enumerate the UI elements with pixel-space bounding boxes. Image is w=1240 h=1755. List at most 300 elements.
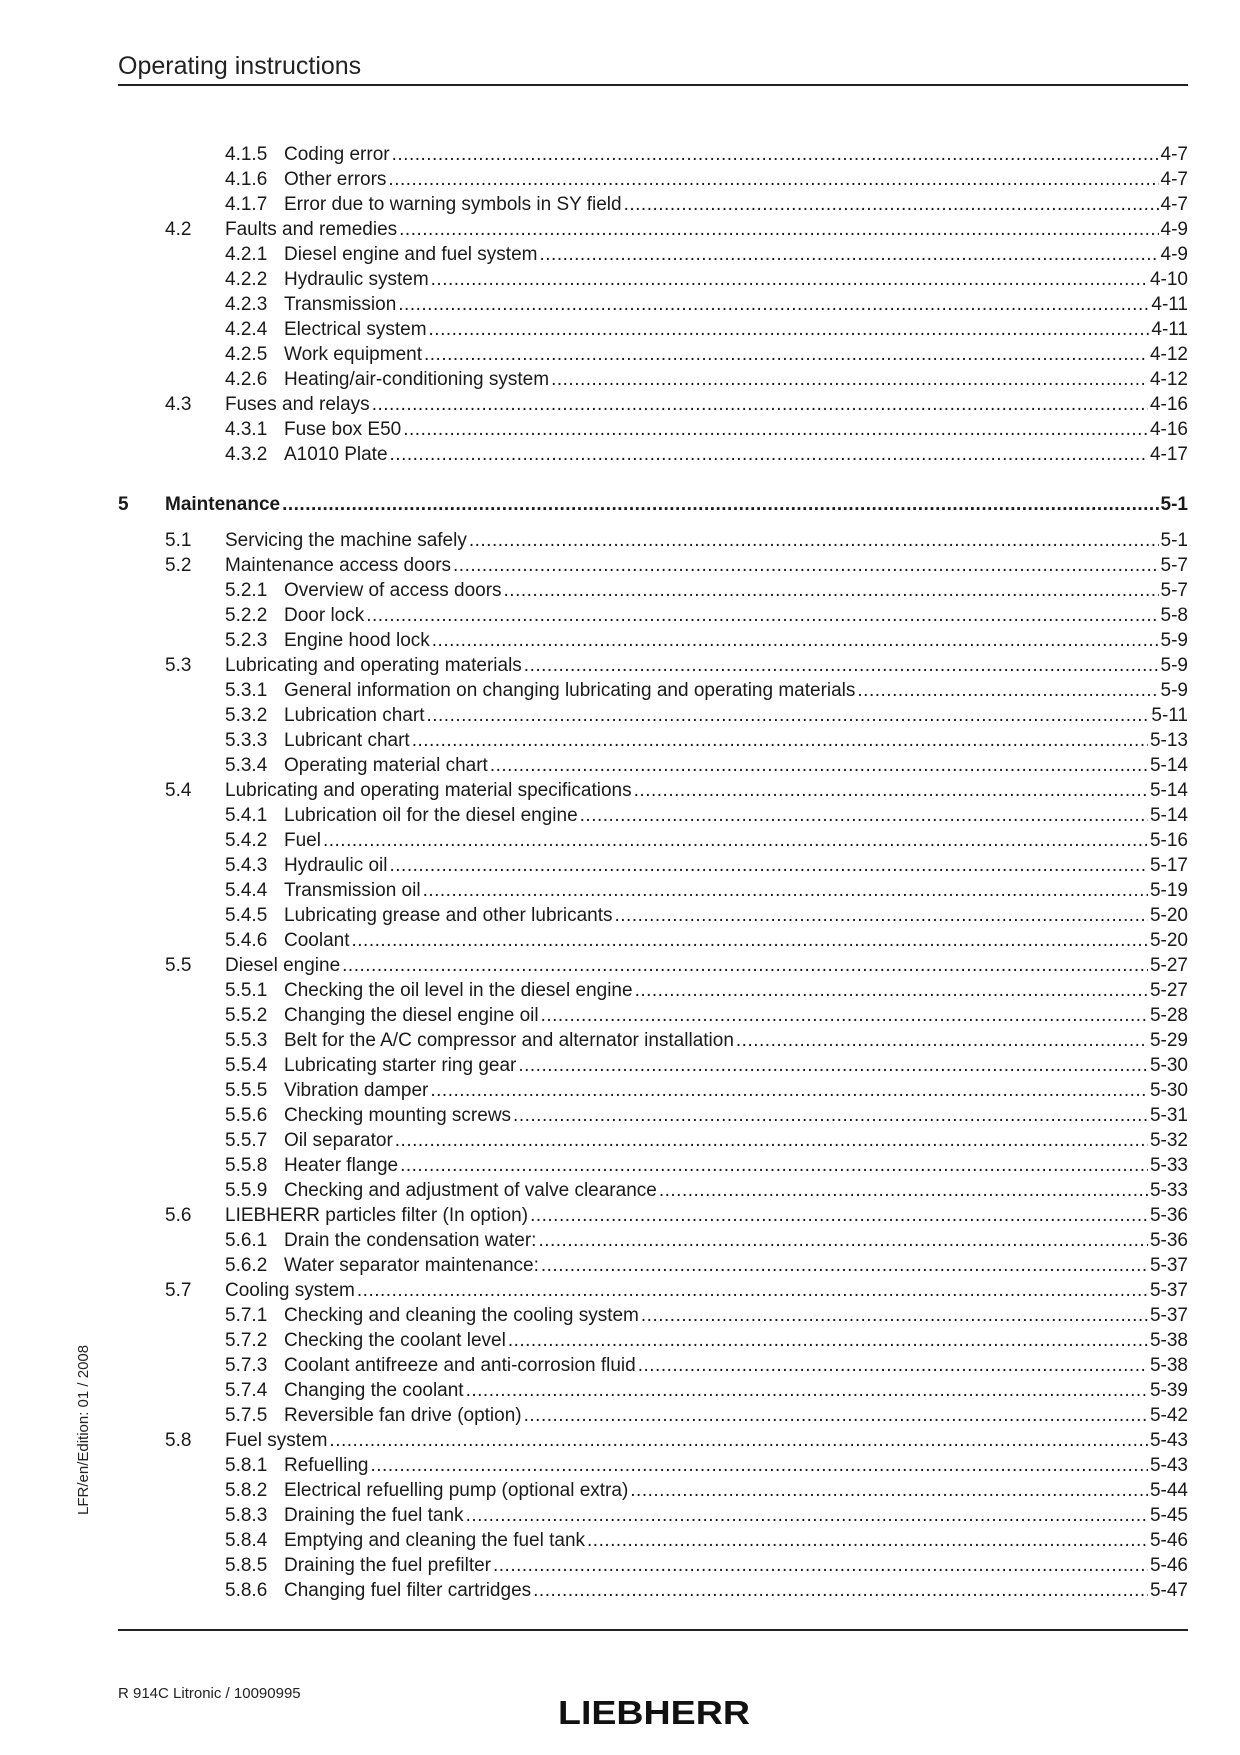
dot-leader [395,1128,1148,1153]
toc-entry[interactable] [118,728,1188,753]
toc-entry[interactable] [118,1303,1188,1328]
toc-entry[interactable] [118,778,1188,803]
toc-entry[interactable] [118,928,1188,953]
dot-leader [357,1278,1148,1303]
dot-leader [638,1353,1148,1378]
toc-entry-title: Operating material chart [284,755,488,776]
toc-entry[interactable] [118,1478,1188,1503]
toc-entry-line [284,1453,1188,1478]
toc-entry-number: 4.2.4 [225,319,268,340]
toc-entry-page: 5-37 [1149,1280,1188,1301]
toc-entry-line [284,1328,1188,1353]
toc-entry[interactable] [118,242,1188,267]
footer-model-text: R 914C Litronic / 10090995 [118,1685,301,1702]
toc-entry-line [284,367,1188,392]
toc-entry[interactable] [118,292,1188,317]
toc-entry-page: 4-16 [1149,419,1188,440]
toc-entry-title: Maintenance access doors [225,555,452,576]
toc-entry-title: Faults and remedies [225,219,398,240]
dot-leader [630,1478,1148,1503]
dot-leader [329,1428,1148,1453]
toc-entry-number: 4.1.7 [225,194,268,215]
toc-entry-page: 4-10 [1149,269,1188,290]
toc-entry-number: 5.5.8 [225,1155,268,1176]
toc-entry-page: 5-14 [1149,755,1188,776]
toc-entry[interactable] [118,1453,1188,1478]
toc-entry[interactable] [118,978,1188,1003]
dot-leader [430,1078,1148,1103]
toc-entry-page: 4-12 [1149,344,1188,365]
toc-entry[interactable] [118,1353,1188,1378]
toc-entry-page: 5-1 [1160,530,1188,551]
dot-leader [634,778,1148,803]
toc-entry-line [225,1428,1188,1453]
toc-entry-title: Fuses and relays [225,394,370,415]
toc-entry-line [284,1128,1188,1153]
toc-entry-number: 5.5.9 [225,1180,268,1201]
toc-entry-page: 5-29 [1149,1030,1188,1051]
toc-entry-title: Cooling system [225,1280,355,1301]
toc-entry-line [284,928,1188,953]
toc-entry-line [284,903,1188,928]
toc-entry-title: Transmission oil [284,880,421,901]
toc-entry-page: 5-17 [1149,855,1188,876]
toc-entry-number: 5.7.2 [225,1330,268,1351]
toc-entry-title: Changing the coolant [284,1380,464,1401]
toc-entry-title: Changing the diesel engine oil [284,1005,539,1026]
toc-entry[interactable] [118,267,1188,292]
dot-leader [635,978,1148,1003]
toc-entry-line [284,442,1188,467]
dot-leader [524,653,1159,678]
toc-entry-line [284,853,1188,878]
toc-entry-number: 5.5 [165,955,192,976]
dot-leader [533,1578,1148,1603]
toc-entry-line [284,603,1188,628]
toc-entry[interactable] [118,1203,1188,1228]
toc-entry-page: 5-46 [1149,1555,1188,1576]
toc-entry-number: 5.8.2 [225,1480,268,1501]
toc-chapter-entry[interactable] [118,492,1188,518]
toc-entry-line [225,953,1188,978]
toc-entry-number: 5.5.2 [225,1005,268,1026]
toc-entry-number: 4.1.6 [225,169,268,190]
toc-entry-title: Vibration damper [284,1080,429,1101]
toc-entry[interactable] [118,317,1188,342]
toc-entry-page: 5-30 [1149,1080,1188,1101]
toc-entry-page: 5-9 [1160,630,1188,651]
toc-entry-number: 5.5.4 [225,1055,268,1076]
toc-gap [118,518,1188,528]
toc-entry-page: 5-37 [1149,1305,1188,1326]
dot-leader [403,417,1148,442]
toc-entry-line [284,242,1188,267]
toc-entry-number: 5.7.1 [225,1305,268,1326]
toc-entry[interactable] [118,553,1188,578]
toc-entry-page: 5-38 [1149,1330,1188,1351]
table-of-contents [118,142,1188,1603]
toc-entry-title: Other errors [284,169,387,190]
toc-entry-page: 4-7 [1160,144,1188,165]
toc-entry-page: 4-11 [1151,319,1188,340]
toc-entry-line [284,1003,1188,1028]
toc-entry[interactable] [118,703,1188,728]
toc-entry-line [284,317,1188,342]
toc-entry-page: 5-14 [1149,780,1188,801]
toc-entry-title: Belt for the A/C compressor and alternator installation [284,1030,734,1051]
toc-entry[interactable] [118,853,1188,878]
toc-entry-line [284,1303,1188,1328]
dot-leader [424,342,1148,367]
toc-entry-line [225,778,1188,803]
toc-entry-line [284,167,1188,192]
toc-entry-page: 5-9 [1160,655,1188,676]
toc-entry-page: 5-8 [1160,605,1188,626]
toc-entry-title: Work equipment [284,344,422,365]
toc-entry-title: Coolant [284,930,350,951]
toc-entry-line [284,267,1188,292]
toc-entry[interactable] [118,1528,1188,1553]
toc-entry-number: 5.7 [165,1280,192,1301]
toc-entry-page: 5-32 [1149,1130,1188,1151]
liebherr-logo [556,1697,752,1727]
dot-leader [323,828,1148,853]
toc-entry[interactable] [118,603,1188,628]
toc-entry-page: 5-31 [1149,1105,1188,1126]
toc-entry-number: 4.2.2 [225,269,268,290]
dot-leader [371,1453,1148,1478]
toc-entry-number: 5.8.1 [225,1455,268,1476]
toc-entry-title: Checking and cleaning the cooling system [284,1305,639,1326]
dot-leader [508,1328,1148,1353]
toc-entry[interactable] [118,1028,1188,1053]
toc-entry-title: Checking the oil level in the diesel engine [284,980,633,1001]
dot-leader [466,1503,1148,1528]
toc-entry-number: 5.8.5 [225,1555,268,1576]
toc-entry-number: 4.2.3 [225,294,268,315]
toc-entry[interactable] [118,528,1188,553]
toc-entry-title: Lubrication chart [284,705,425,726]
dot-leader [490,753,1148,778]
toc-entry-page: 4-7 [1160,169,1188,190]
dot-leader [538,1228,1148,1253]
toc-entry-page: 5-27 [1149,955,1188,976]
toc-entry[interactable] [118,1378,1188,1403]
toc-entry-number: 5.4.5 [225,905,268,926]
toc-entry-line [284,1403,1188,1428]
toc-gap [118,467,1188,492]
toc-entry-line [284,1078,1188,1103]
toc-entry[interactable] [118,1553,1188,1578]
toc-entry-title: Hydraulic oil [284,855,388,876]
toc-entry-number: 5.6 [165,1205,192,1226]
toc-entry-title: Draining the fuel tank [284,1505,464,1526]
dot-leader [389,853,1147,878]
toc-entry[interactable] [118,1153,1188,1178]
toc-entry-page: 5-43 [1149,1455,1188,1476]
toc-entry-title: Diesel engine [225,955,341,976]
toc-entry-title: Checking and adjustment of valve clearance [284,1180,657,1201]
toc-entry-line [284,417,1188,442]
dot-leader [624,192,1159,217]
toc-entry[interactable] [118,392,1188,417]
toc-entry-number: 5.2.3 [225,630,268,651]
dot-leader [587,1528,1148,1553]
toc-entry[interactable] [118,1228,1188,1253]
toc-entry[interactable] [118,1003,1188,1028]
toc-entry-number: 4.2.1 [225,244,268,265]
toc-entry-number: 5.4.2 [225,830,268,851]
toc-entry-title: Coolant antifreeze and anti-corrosion fluid [284,1355,636,1376]
toc-entry-number: 5.4.6 [225,930,268,951]
toc-section-chapter-5 [118,528,1188,1603]
dot-leader [398,292,1149,317]
dot-leader [736,1028,1148,1053]
toc-entry-line [225,1203,1188,1228]
dot-leader [530,1203,1148,1228]
dot-leader [580,803,1148,828]
toc-chapter-page: 5-1 [1160,494,1188,515]
toc-entry-line [284,628,1188,653]
toc-entry[interactable] [118,1253,1188,1278]
toc-entry-line [284,1553,1188,1578]
toc-entry-page: 4-9 [1160,219,1188,240]
toc-entry-title: General information on changing lubricating and operating materials [284,680,856,701]
toc-entry[interactable] [118,953,1188,978]
toc-entry[interactable] [118,753,1188,778]
toc-entry[interactable] [118,367,1188,392]
toc-entry[interactable] [118,1503,1188,1528]
toc-entry-title: Transmission [284,294,397,315]
toc-entry-line [284,728,1188,753]
toc-entry-title: Checking the coolant level [284,1330,506,1351]
toc-entry-title: Heater flange [284,1155,399,1176]
toc-entry-number: 5.5.3 [225,1030,268,1051]
dot-leader [539,242,1158,267]
toc-entry-line [284,578,1188,603]
toc-entry-page: 5-45 [1149,1505,1188,1526]
dot-leader [541,1003,1148,1028]
liebherr-logo-text: LIEBHERR [558,1697,751,1727]
toc-entry[interactable] [118,1278,1188,1303]
toc-entry[interactable] [118,1128,1188,1153]
toc-entry-line [284,1353,1188,1378]
toc-entry[interactable] [118,878,1188,903]
toc-entry-title: Oil separator [284,1130,393,1151]
toc-entry-line [284,703,1188,728]
toc-entry-page: 5-44 [1149,1480,1188,1501]
toc-entry-line [284,1028,1188,1053]
toc-chapter-number: 5 [118,494,129,515]
toc-entry-line [225,653,1188,678]
toc-entry[interactable] [118,217,1188,242]
toc-entry-number: 5.3 [165,655,192,676]
toc-entry-line [284,878,1188,903]
toc-entry[interactable] [118,1178,1188,1203]
toc-entry-page: 5-11 [1151,705,1188,726]
toc-entry-number: 5.4.3 [225,855,268,876]
toc-entry-line [284,192,1188,217]
toc-entry-number: 5.4.1 [225,805,268,826]
toc-entry-line [284,1178,1188,1203]
toc-entry[interactable] [118,828,1188,853]
toc-entry[interactable] [118,342,1188,367]
toc-entry[interactable] [118,417,1188,442]
toc-entry-number: 5.8.4 [225,1530,268,1551]
toc-entry-page: 5-7 [1160,555,1188,576]
toc-entry[interactable] [118,1103,1188,1128]
toc-entry[interactable] [118,678,1188,703]
toc-entry-title: Lubricating starter ring gear [284,1055,517,1076]
toc-entry[interactable] [118,1078,1188,1103]
dot-leader [388,167,1158,192]
dot-leader [412,728,1148,753]
toc-entry-line [284,1253,1188,1278]
toc-entry-title: LIEBHERR particles filter (In option) [225,1205,529,1226]
toc-entry-page: 5-36 [1149,1205,1188,1226]
toc-entry[interactable] [118,167,1188,192]
toc-entry-page: 4-17 [1149,444,1188,465]
toc-entry-number: 5.8 [165,1430,192,1451]
toc-entry-number: 5.1 [165,530,192,551]
toc-entry-title: Hydraulic system [284,269,429,290]
toc-entry-page: 4-7 [1160,194,1188,215]
toc-entry-title: Fuel system [225,1430,328,1451]
toc-entry-page: 5-13 [1149,730,1188,751]
toc-entry-line [284,1478,1188,1503]
toc-entry-line [225,528,1188,553]
toc-entry[interactable] [118,578,1188,603]
toc-entry-page: 5-33 [1149,1155,1188,1176]
dot-leader [551,367,1148,392]
edition-sidebar-text: LFR/en/Edition: 01 / 2008 [75,1344,92,1515]
toc-entry-page: 5-30 [1149,1055,1188,1076]
toc-entry[interactable] [118,1428,1188,1453]
dot-leader [366,603,1158,628]
toc-entry-number: 4.2 [165,219,192,240]
toc-entry[interactable] [118,1403,1188,1428]
toc-entry-title: Diesel engine and fuel system [284,244,538,265]
toc-entry-title: Emptying and cleaning the fuel tank [284,1530,586,1551]
dot-leader [466,1378,1148,1403]
page-header-title: Operating instructions [118,52,362,80]
toc-entry[interactable] [118,653,1188,678]
toc-entry-title: Lubricant chart [284,730,410,751]
toc-entry-line [284,828,1188,853]
toc-entry-line [284,1103,1188,1128]
toc-entry-page: 5-28 [1149,1005,1188,1026]
toc-entry-title: Draining the fuel prefilter [284,1555,491,1576]
toc-entry-page: 4-16 [1149,394,1188,415]
dot-leader [282,492,1158,518]
toc-entry-page: 5-14 [1149,805,1188,826]
toc-entry-title: Lubricating and operating material specifications [225,780,632,801]
toc-entry[interactable] [118,442,1188,467]
toc-entry-line [284,1578,1188,1603]
toc-entry-number: 5.2 [165,555,192,576]
toc-section-chapter-4 [118,142,1188,467]
toc-entry-title: Heating/air-conditioning system [284,369,550,390]
toc-entry-page: 4-11 [1151,294,1188,315]
toc-entry-page: 5-7 [1160,580,1188,601]
toc-entry-number: 5.4 [165,780,192,801]
toc-entry-number: 5.3.4 [225,755,268,776]
toc-entry-number: 5.3.1 [225,680,268,701]
toc-entry-number: 5.6.1 [225,1230,268,1251]
toc-entry[interactable] [118,628,1188,653]
header-divider [118,84,1188,86]
toc-entry-number: 5.8.3 [225,1505,268,1526]
footer-divider [118,1629,1188,1631]
toc-entry[interactable] [118,1328,1188,1353]
toc-entry-number: 5.5.6 [225,1105,268,1126]
toc-entry-title: Electrical system [284,319,427,340]
toc-entry-number: 4.2.6 [225,369,268,390]
dot-leader [432,628,1159,653]
toc-entry-title: Coding error [284,144,390,165]
toc-entry-page: 5-16 [1149,830,1188,851]
toc-entry-number: 5.6.2 [225,1255,268,1276]
toc-entry[interactable] [118,903,1188,928]
toc-entry-number: 5.2.2 [225,605,268,626]
toc-entry-page: 4-12 [1149,369,1188,390]
toc-entry[interactable] [118,803,1188,828]
toc-entry-page: 5-33 [1149,1180,1188,1201]
dot-leader [342,953,1148,978]
toc-entry-number: 5.3.3 [225,730,268,751]
toc-entry-line [284,1228,1188,1253]
toc-entry-title: Lubricating grease and other lubricants [284,905,613,926]
toc-entry-line [225,392,1188,417]
toc-entry-page: 5-38 [1149,1355,1188,1376]
toc-entry[interactable] [118,142,1188,167]
dot-leader [641,1303,1148,1328]
toc-entry-page: 5-43 [1149,1430,1188,1451]
toc-entry-line [284,292,1188,317]
dot-leader [541,1253,1148,1278]
toc-entry-title: Electrical refuelling pump (optional extra) [284,1480,629,1501]
dot-leader [423,878,1148,903]
toc-entry-title: Lubrication oil for the diesel engine [284,805,578,826]
dot-leader [524,1403,1148,1428]
toc-entry-number: 5.7.3 [225,1355,268,1376]
toc-entry-number: 5.7.5 [225,1405,268,1426]
toc-entry[interactable] [118,192,1188,217]
toc-entry-page: 5-27 [1149,980,1188,1001]
toc-entry-number: 5.7.4 [225,1380,268,1401]
toc-entry-title: Water separator maintenance: [284,1255,539,1276]
dot-leader [614,903,1147,928]
dot-leader [493,1553,1148,1578]
dot-leader [390,442,1148,467]
dot-leader [372,392,1148,417]
toc-entry[interactable] [118,1578,1188,1603]
toc-entry-line [284,1503,1188,1528]
toc-entry[interactable] [118,1053,1188,1078]
toc-entry-title: A1010 Plate [284,444,388,465]
dot-leader [429,317,1150,342]
toc-entry-title: Reversible fan drive (option) [284,1405,522,1426]
toc-entry-number: 4.3.1 [225,419,268,440]
toc-entry-page: 5-42 [1149,1405,1188,1426]
toc-entry-number: 5.5.5 [225,1080,268,1101]
dot-leader [392,142,1159,167]
toc-entry-title: Lubricating and operating materials [225,655,522,676]
toc-entry-page: 5-46 [1149,1530,1188,1551]
dot-leader [659,1178,1148,1203]
toc-entry-title: Servicing the machine safely [225,530,467,551]
toc-entry-number: 5.2.1 [225,580,268,601]
